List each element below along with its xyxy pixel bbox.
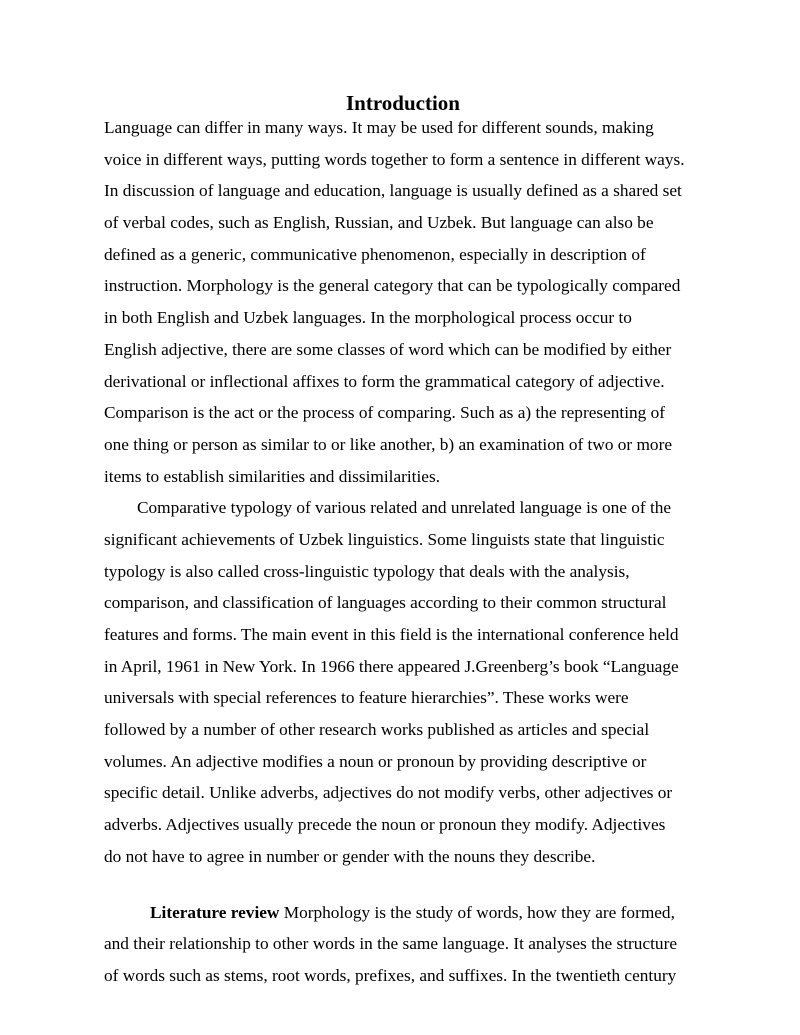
paragraph-line: significant achievements of Uzbek linguistics. Some linguists state that linguistic (104, 529, 665, 549)
paragraph-line: in April, 1961 in New York. In 1966 there appeared J.Greenberg’s book “Language (104, 656, 679, 676)
paragraph-line: one thing or person as similar to or like another, b) an examination of two or more (104, 434, 673, 454)
paragraph-line: adverbs. Adjectives usually precede the noun or pronoun they modify. Adjectives (104, 815, 666, 835)
paragraph-line: specific detail. Unlike adverbs, adjectives do not modify verbs, other adjectives or (104, 783, 673, 803)
paragraph-line: followed by a number of other research works published as articles and special (104, 720, 650, 740)
section-heading: Literature review (150, 902, 280, 922)
paragraph-line: items to establish similarities and dissimilarities. (104, 466, 440, 486)
paragraph-line: derivational or inflectional affixes to form the grammatical category of adjective. (104, 371, 665, 391)
paragraph-line: in both English and Uzbek languages. In the morphological process occur to (104, 308, 632, 328)
paragraph-line: Language can differ in many ways. It may be used for different sounds, making (104, 118, 654, 137)
paragraph-line: Comparison is the act or the process of comparing. Such as a) the representing of (104, 403, 665, 423)
paragraph-line: do not have to agree in number or gender with the nouns they describe. (104, 846, 596, 866)
page-title: Introduction (346, 91, 460, 115)
paragraph-line: and their relationship to other words in the same language. It analyses the structure (104, 934, 677, 954)
paragraph-line: voice in different ways, putting words together to form a sentence in different ways. (104, 149, 685, 169)
paragraph-line: universals with special references to feature hierarchies”. These works were (104, 688, 629, 708)
paragraph-line: typology is also called cross-linguistic typology that deals with the analysis, (104, 561, 630, 581)
paragraph-line: Comparative typology of various related and unrelated language is one of the (137, 498, 672, 518)
paragraph-line: volumes. An adjective modifies a noun or pronoun by providing descriptive or (104, 751, 647, 771)
paragraph-line: defined as a generic, communicative phenomenon, especially in description of (104, 244, 646, 264)
paragraph-line: of words such as stems, root words, prefixes, and suffixes. In the twentieth century (104, 965, 677, 985)
body-text (104, 112, 685, 992)
paragraph-text: Morphology is the study of words, how they are formed, (279, 902, 675, 922)
paragraph-line: instruction. Morphology is the general category that can be typologically compared (104, 276, 681, 296)
paragraph-line: English adjective, there are some classes of word which can be modified by either (104, 339, 672, 359)
paragraph-line: In discussion of language and education, language is usually defined as a shared set (104, 181, 682, 201)
paragraph-line: comparison, and classification of languages according to their common structural (104, 593, 667, 613)
paragraph-line: features and forms. The main event in this field is the international conference held (104, 625, 679, 644)
paragraph-line: of verbal codes, such as English, Russian, and Uzbek. But language can also be (104, 213, 654, 233)
paragraph-line (104, 897, 685, 929)
